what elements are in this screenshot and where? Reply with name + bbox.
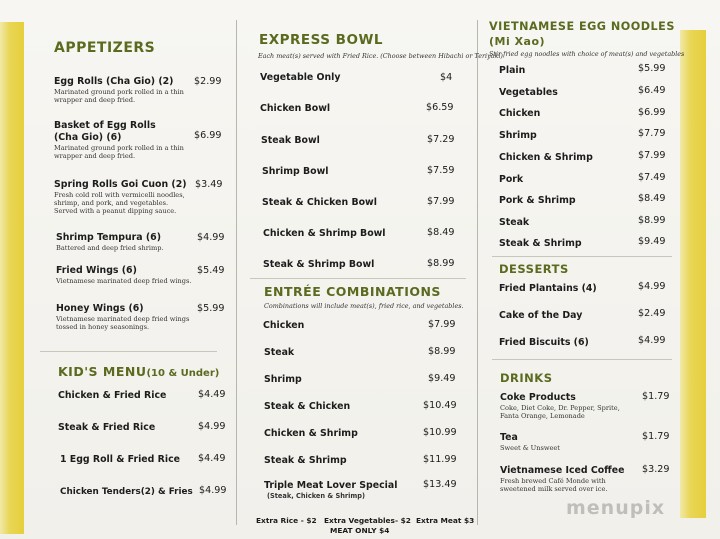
drinks-heading: DRINKS (500, 371, 553, 385)
menu-item (60, 454, 180, 466)
item-desc: Fanta Orange, Lemonade (500, 412, 585, 420)
item-price: $4.99 (638, 281, 666, 292)
item-desc: Vietnamese marinated deep fried wings. (56, 277, 192, 285)
item-name: Shrimp (499, 130, 537, 141)
item-name: Vietnamese Iced Coffee (500, 465, 625, 476)
item-price: $4.49 (198, 389, 226, 400)
menu-item (500, 392, 620, 420)
item-desc: Sweet & Unsweet (500, 444, 560, 452)
item-desc: wrapper and deep fried. (54, 96, 136, 104)
item-name: Pork & Shrimp (499, 195, 576, 206)
item-name: Steak & Chicken (264, 401, 351, 412)
item-desc: tossed in honey seasonings. (56, 323, 150, 331)
item-price: $8.49 (638, 193, 666, 204)
item-price: $8.49 (427, 227, 455, 238)
item-desc: Marinated ground pork rolled in a thin (54, 144, 184, 152)
item-price: $7.29 (427, 134, 455, 145)
item-name: Chicken Bowl (260, 103, 331, 114)
item-name: Basket of Egg Rolls (54, 120, 156, 131)
section-divider (40, 351, 217, 352)
item-price: $10.99 (423, 427, 457, 438)
item-price: $1.79 (642, 391, 670, 402)
item-name: 1 Egg Roll & Fried Rice (60, 454, 180, 465)
item-price: $8.99 (638, 215, 666, 226)
item-price: $3.29 (642, 464, 670, 475)
item-price: $5.49 (197, 265, 225, 276)
column-divider-right (477, 20, 478, 525)
egg-noodles-heading: VIETNAMESE EGG NOODLES (489, 20, 675, 33)
item-name: Chicken (499, 108, 541, 119)
item-price: $9.49 (638, 236, 666, 247)
item-name: Cake of the Day (499, 310, 583, 321)
item-name: Chicken Tenders(2) & Fries (60, 487, 193, 497)
extra-vegetables: Extra Vegetables- $2 (324, 516, 411, 525)
item-name: Steak (499, 217, 530, 228)
section-divider (492, 256, 672, 257)
item-price: $6.99 (194, 130, 222, 141)
menu-item (54, 179, 187, 215)
item-name: Vegetables (499, 87, 558, 98)
kids-menu-heading (58, 364, 219, 379)
item-name: Pork (499, 174, 524, 185)
item-desc: Fresh cold roll with vermicelli noodles, (54, 191, 185, 199)
item-name: Shrimp (264, 374, 302, 385)
section-divider (492, 359, 672, 360)
item-name: Triple Meat Lover Special (264, 480, 398, 491)
item-name: Steak & Chicken Bowl (262, 197, 377, 208)
item-name: Steak (264, 347, 295, 358)
column-divider-left (236, 20, 237, 525)
item-name: Tea (500, 432, 518, 443)
item-price: $6.59 (426, 102, 454, 113)
item-price: $9.49 (428, 373, 456, 384)
item-note: (Steak, Chicken & Shrimp) (267, 492, 365, 500)
item-name: Coke Products (500, 392, 576, 403)
item-price: $4 (440, 72, 453, 83)
item-name: Steak & Fried Rice (58, 422, 156, 433)
item-name: Chicken (263, 320, 305, 331)
item-name: Chicken & Shrimp (499, 152, 593, 163)
item-name: Fried Wings (6) (56, 265, 137, 276)
kids-menu-age-note: (10 & Under) (146, 368, 220, 379)
item-desc: sweetened milk served over ice. (500, 485, 608, 493)
menu-item (56, 265, 191, 285)
item-price: $7.79 (638, 128, 666, 139)
egg-noodles-heading-line2: (Mi Xao) (489, 35, 546, 48)
menu-item (500, 465, 624, 493)
item-price: $4.49 (198, 453, 226, 464)
item-price: $11.99 (423, 454, 457, 465)
item-name: Chicken & Shrimp (264, 428, 358, 439)
extra-rice: Extra Rice - $2 (256, 516, 317, 525)
menu-item (500, 432, 560, 452)
item-desc: Served with a peanut dipping sauce. (54, 207, 177, 215)
item-price: $1.79 (642, 431, 670, 442)
egg-noodles-subtitle: Stir fried egg noodles with choice of meat(s) and vegetables (489, 50, 685, 58)
item-price: $7.49 (638, 172, 666, 183)
item-name: Spring Rolls Goi Cuon (2) (54, 179, 187, 190)
section-divider (250, 278, 466, 279)
item-price: $8.99 (427, 258, 455, 269)
item-name: Fried Plantains (4) (499, 283, 597, 294)
desserts-heading: DESSERTS (499, 262, 569, 276)
item-name: Vegetable Only (260, 72, 341, 83)
item-price: $10.49 (423, 400, 457, 411)
express-bowl-heading: EXPRESS BOWL (259, 32, 383, 48)
menupix-watermark: menupix (566, 497, 666, 519)
item-name: Shrimp Tempura (6) (56, 232, 161, 243)
entree-combinations-heading: ENTRÉE COMBINATIONS (264, 284, 441, 299)
item-name: Steak & Shrimp Bowl (263, 259, 375, 270)
item-price: $6.99 (638, 107, 666, 118)
menu-item (54, 120, 184, 160)
appetizers-heading: APPETIZERS (54, 40, 156, 56)
left-yellow-stripe (0, 22, 24, 534)
item-price: $7.99 (638, 150, 666, 161)
item-price: $5.99 (638, 63, 666, 74)
right-yellow-stripe (680, 30, 706, 518)
meat-only: MEAT ONLY $4 (330, 526, 390, 535)
item-name: Honey Wings (6) (56, 303, 144, 314)
item-name: Egg Rolls (Cha Gio) (2) (54, 76, 174, 87)
item-name: Plain (499, 65, 526, 76)
item-price: $6.49 (638, 85, 666, 96)
item-price: $13.49 (423, 479, 457, 490)
item-desc: Vietnamese marinated deep fried wings (56, 315, 190, 323)
item-desc: Coke, Diet Coke, Dr. Pepper, Sprite, (500, 404, 620, 412)
item-price: $2.99 (194, 76, 222, 87)
item-desc: Battered and deep fried shrimp. (56, 244, 164, 252)
item-price: $7.99 (428, 319, 456, 330)
menu-item (56, 303, 189, 331)
menu-item (58, 422, 155, 434)
item-price: $3.49 (195, 179, 223, 190)
item-price: $2.49 (638, 308, 666, 319)
item-name: Steak Bowl (261, 135, 320, 146)
item-name: Shrimp Bowl (262, 166, 329, 177)
item-desc: Fresh brewed Café Monde with (500, 477, 606, 485)
menu-item (264, 480, 397, 501)
item-name: Steak & Shrimp (499, 238, 582, 249)
extra-meat: Extra Meat $3 (416, 516, 475, 525)
item-desc: wrapper and deep fried. (54, 152, 136, 160)
item-name: Chicken & Fried Rice (58, 390, 167, 401)
item-price: $7.59 (427, 165, 455, 176)
express-bowl-subtitle: Each meat(s) served with Fried Rice. (Choose between Hibachi or Teriyaki) (258, 52, 503, 60)
item-desc: Marinated ground pork rolled in a thin (54, 88, 184, 96)
item-price: $5.99 (197, 303, 225, 314)
item-price: $4.99 (198, 421, 226, 432)
item-price: $4.99 (638, 335, 666, 346)
item-price: $7.99 (427, 196, 455, 207)
item-name: Fried Biscuits (6) (499, 337, 589, 348)
kids-menu-title: KID'S MENU (58, 364, 147, 379)
item-name-line2: (Cha Gio) (6) (54, 132, 122, 143)
menu-item (54, 76, 184, 104)
item-name: Chicken & Shrimp Bowl (263, 228, 386, 239)
item-name: Steak & Shrimp (264, 455, 347, 466)
item-price: $4.99 (199, 485, 227, 496)
item-desc: shrimp, and pork, and vegetables. (54, 199, 169, 207)
menu-item (60, 486, 193, 498)
menu-item (58, 390, 166, 402)
menu-item (56, 232, 164, 252)
entree-combinations-subtitle: Combinations will include meat(s), fried rice, and vegetables. (264, 302, 464, 310)
item-price: $4.99 (197, 232, 225, 243)
item-price: $8.99 (428, 346, 456, 357)
